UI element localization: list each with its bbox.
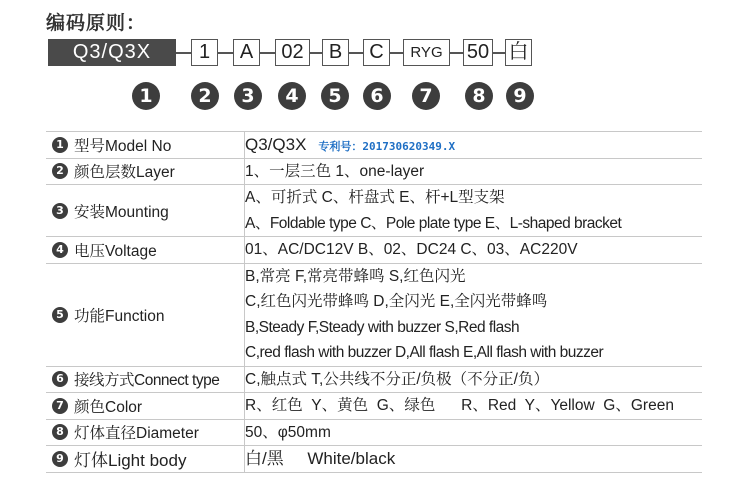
- row-number-badge: 1: [52, 137, 68, 153]
- row-label: [46, 158, 245, 185]
- row-label-text: 接线方式Connect type: [74, 372, 220, 390]
- code-seg-function: B: [322, 39, 349, 66]
- code-number-2: 2: [191, 82, 219, 110]
- row-label: [46, 393, 245, 420]
- row-value: [245, 158, 703, 185]
- table-row: [46, 158, 702, 185]
- code-number-3: 3: [234, 82, 262, 110]
- row-value-line: 白/黑 White/black: [245, 449, 396, 468]
- code-dash: [493, 52, 505, 54]
- code-seg-connect: C: [363, 39, 390, 66]
- table-row: [46, 132, 702, 159]
- row-number-badge: 3: [52, 203, 68, 219]
- row-value: [245, 237, 703, 264]
- row-label: [46, 366, 245, 393]
- table-row: [46, 366, 702, 393]
- row-value-line: 1、一层三色 1、one-layer: [245, 162, 425, 180]
- row-label: [46, 446, 245, 473]
- row-number-badge: 2: [52, 163, 68, 179]
- row-number-badge: 4: [52, 242, 68, 258]
- code-number-4: 4: [278, 82, 306, 110]
- table-row: [46, 419, 702, 446]
- row-value: [245, 263, 703, 366]
- code-number-7: 7: [412, 82, 440, 110]
- row-value-line: 01、AC/DC12V B、02、DC24 C、03、AC220V: [245, 241, 578, 258]
- row-label: [46, 132, 245, 159]
- row-value: [245, 419, 703, 446]
- row-label-text: 灯体直径Diameter: [74, 425, 199, 443]
- code-number-1: 1: [132, 82, 160, 110]
- row-label-text: 型号Model No: [74, 137, 172, 155]
- row-label: [46, 419, 245, 446]
- row-value-line: C,红色闪光带蜂鸣 D,全闪光 E,全闪光带蜂鸣: [245, 293, 548, 310]
- code-dash: [260, 52, 275, 54]
- row-value-line: B,常亮 F,常亮带蜂鸣 S,红色闪光: [245, 267, 466, 285]
- code-dash: [349, 52, 363, 54]
- code-number-6: 6: [363, 82, 391, 110]
- row-value-line: R、红色 Y、黄色 G、绿色 R、Red Y、Yellow G、Green: [245, 397, 674, 414]
- row-value-line: 50、φ50mm: [245, 423, 331, 441]
- code-dash: [218, 52, 233, 54]
- table-row: [46, 237, 702, 264]
- table-row: [46, 446, 702, 473]
- row-value: [245, 185, 703, 237]
- row-label-text: 颜色层数Layer: [74, 164, 175, 182]
- row-value-line: C,red flash with buzzer D,All flash E,All flash with buzzer: [245, 344, 604, 361]
- code-number-8: 8: [465, 82, 493, 110]
- code-dash: [390, 52, 403, 54]
- row-label-text: 灯体Light body: [74, 451, 187, 471]
- row-label-text: 颜色Color: [74, 398, 143, 416]
- code-dash: [450, 52, 463, 54]
- row-value-line: Q3/Q3X: [245, 135, 307, 154]
- page-heading: 编码原则：: [46, 12, 147, 34]
- row-value-line: C,触点式 T,公共线不分正/负极（不分正/负）: [245, 370, 549, 388]
- row-label-text: 电压Voltage: [74, 242, 157, 260]
- table-row: [46, 393, 702, 420]
- row-number-badge: 8: [52, 424, 68, 440]
- table-row: [46, 185, 702, 237]
- row-value-line: A、可折式 C、杆盘式 E、杆+L型支架: [245, 189, 505, 206]
- code-dash: [310, 52, 322, 54]
- code-seg-diameter: 50: [463, 39, 493, 66]
- row-label: [46, 185, 245, 237]
- row-label: [46, 263, 245, 366]
- spec-table: [46, 131, 702, 473]
- patent-number: 专利号：201730620349.X: [318, 140, 456, 153]
- code-model-box: Q3/Q3X: [48, 39, 176, 66]
- row-number-badge: 9: [52, 451, 68, 467]
- code-seg-voltage: 02: [275, 39, 310, 66]
- table-row: [46, 263, 702, 366]
- row-label: [46, 237, 245, 264]
- code-seg-mounting: A: [233, 39, 260, 66]
- row-value: [245, 446, 703, 473]
- code-seg-color: RYG: [403, 39, 450, 66]
- row-number-badge: 6: [52, 371, 68, 387]
- code-seg-body: 白: [505, 39, 532, 66]
- row-value: [245, 132, 703, 159]
- code-diagram: [0, 0, 750, 115]
- row-value: [245, 393, 703, 420]
- row-value-line: A、Foldable type C、Pole plate type E、L-shaped bracket: [245, 214, 622, 232]
- row-label-text: 安装Mounting: [74, 203, 169, 221]
- row-value-line: B,Steady F,Steady with buzzer S,Red flash: [245, 318, 520, 336]
- code-seg-layer: 1: [191, 39, 218, 66]
- row-number-badge: 5: [52, 307, 68, 323]
- code-number-5: 5: [321, 82, 349, 110]
- code-number-9: 9: [506, 82, 534, 110]
- code-dash: [176, 52, 191, 54]
- row-number-badge: 7: [52, 398, 68, 414]
- row-label-text: 功能Function: [74, 307, 165, 325]
- row-value: [245, 366, 703, 393]
